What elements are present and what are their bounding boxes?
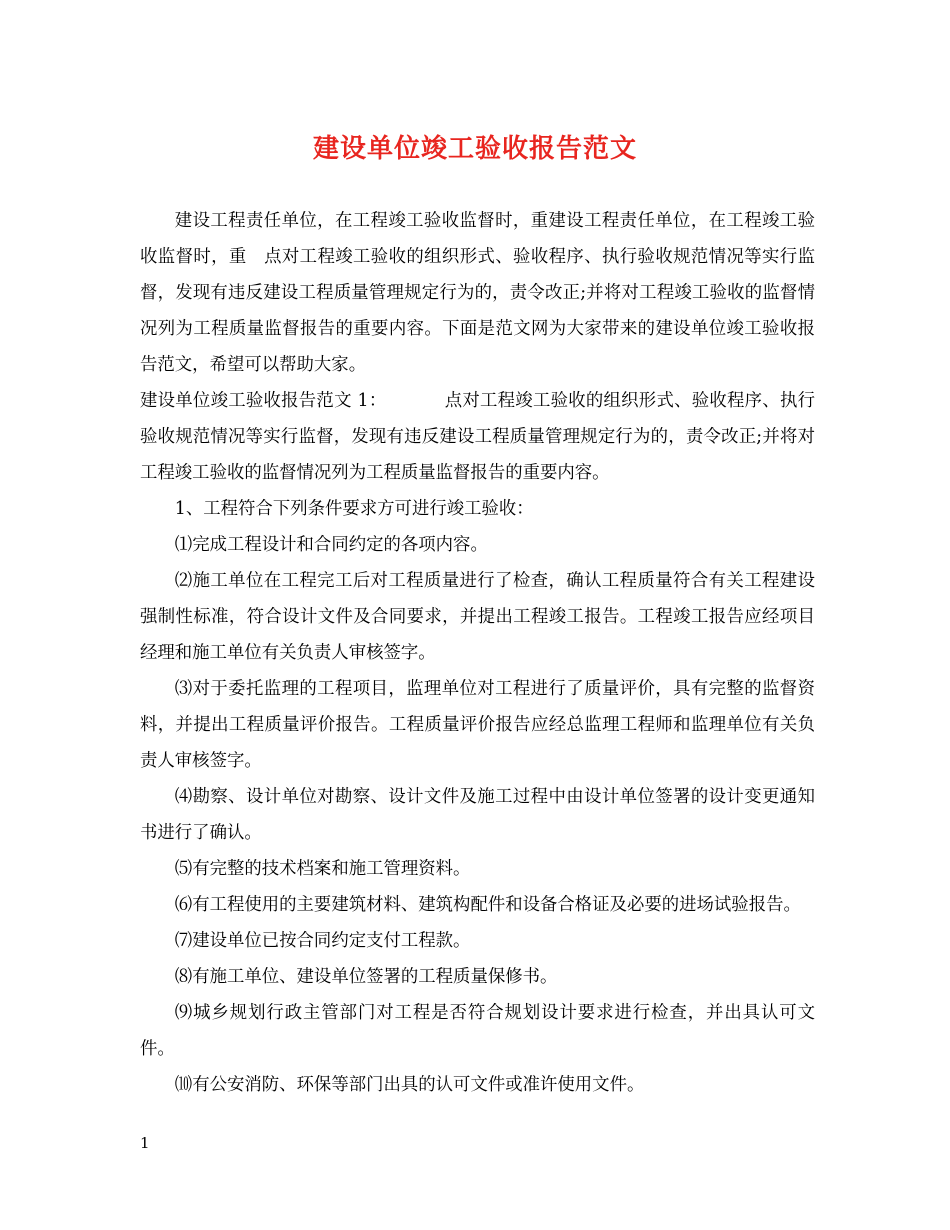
list-item: ⑸有完整的技术档案和施工管理资料。 [174,859,471,879]
document-title: 建设单位竣工验收报告范文 [312,134,637,164]
list-item: ⑽有公安消防、环保等部门出具的认可文件或准许使用文件。 [174,1075,645,1095]
section1-heading: 建设单位竣工验收报告范文 1： [140,391,387,411]
list-item: ⑺建设单位已按合同约定支付工程款。 [174,931,471,951]
section1-paragraph [140,383,815,491]
section1-text: 点对工程竣工验收的组织形式、验收程序、执行验收规范情况等实行监督，发现有违反建设工程质量管理规定行为的，责令改正;并将对工程竣工验收的监督情况列为工程质量监督报告的重要内容。 [140,391,815,483]
list-item: ⑻有施工单位、建设单位签署的工程质量保修书。 [174,967,558,987]
list-item: ⑶对于委托监理的工程项目，监理单位对工程进行了质量评价，具有完整的监督资料，并提出工程质量评价报告。工程质量评价报告应经总监理工程师和监理单位有关负责人审核签字。 [140,679,815,771]
list-item: 1、工程符合下列条件要求方可进行竣工验收： [174,499,534,519]
document-body [140,203,815,1103]
intro-paragraph [140,203,815,383]
list-item: ⑹有工程使用的主要建筑材料、建筑构配件和设备合格证及必要的进场试验报告。 [174,895,801,915]
list-item: ⑷勘察、设计单位对勘察、设计文件及施工过程中由设计单位签署的设计变更通知书进行了确认。 [140,787,815,843]
intro-text-part1: 建设工程责任单位，在工程竣工验收监督时，重建设工程责任单位，在工程竣工验收监督时，重 [140,211,815,267]
list-item: ⑵施工单位在工程完工后对工程质量进行了检查，确认工程质量符合有关工程建设强制性标准，符合设计文件及合同要求，并提出工程竣工报告。工程竣工报告应经项目经理和施工单位有关负责人审核签字。 [140,571,815,663]
page-number: 1 [140,1134,150,1152]
intro-text-part2: 点对工程竣工验收的组织形式、验收程序、执行验收规范情况等实行监督，发现有违反建设工程质量管理规定行为的，责令改正;并将对工程竣工验收的监督情况列为工程质量监督报告的重要内容。下面是范文网为大家带来的建设单位竣工验收报告范文，希望可以帮助大家。 [140,247,815,375]
list-item: ⑼城乡规划行政主管部门对工程是否符合规划设计要求进行检查，并出具认可文件。 [140,1003,815,1059]
list-item: ⑴完成工程设计和合同约定的各项内容。 [174,535,488,555]
